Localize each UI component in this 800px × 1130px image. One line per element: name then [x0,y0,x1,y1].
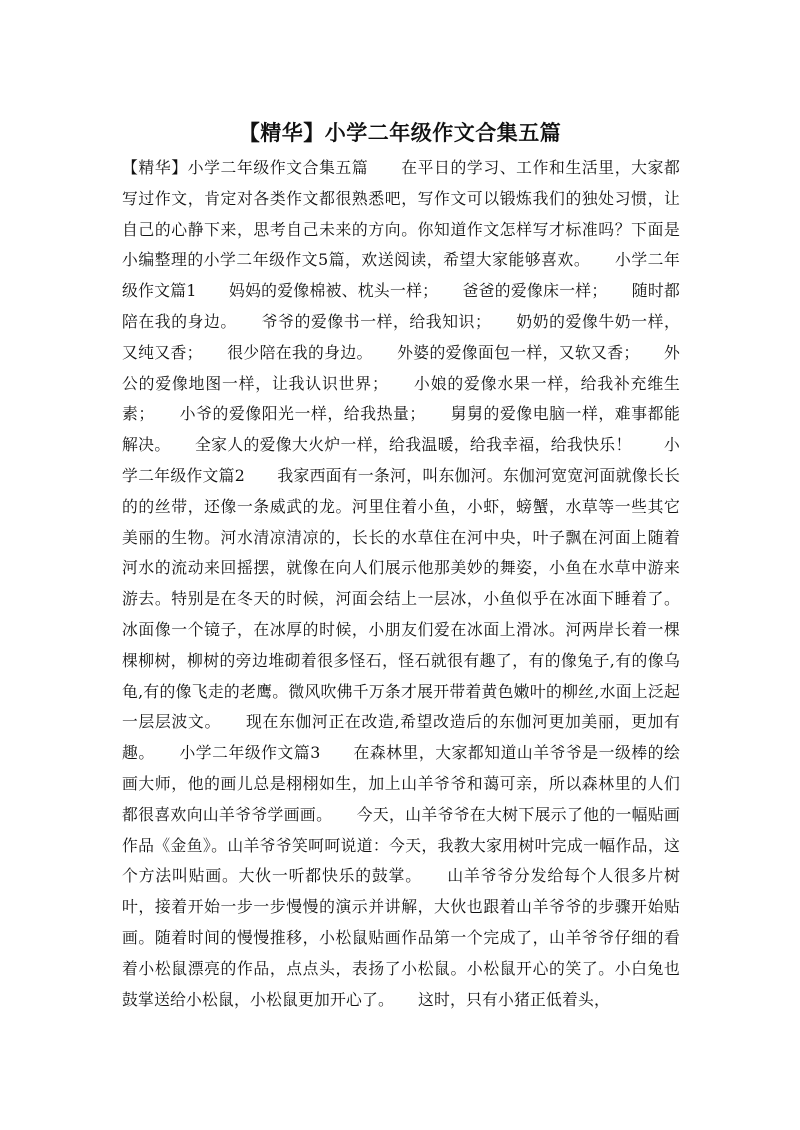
document-title: 【精华】小学二年级作文合集五篇 [238,120,562,145]
document-body-text: 【精华】小学二年级作文合集五篇 在平日的学习、工作和生活里，大家都写过作文，肯定对各类作文都很熟悉吧，写作文可以锻炼我们的独处习惯，让自己的心静下来，思考自己未来的方向。你知道作文怎样写才标准吗？下面是小编整理的小学二年级作文5篇，欢送阅读，希望大家能够喜欢。 小学二年级作文篇1 妈妈的爱像棉被、枕头一样； 爸爸的爱像床一样； 随时都陪在我的身边。 爷爷的爱像书一样，给我知识； 奶奶的爱像牛奶一样，又纯又香； 很少陪在我的身边。 外婆的爱像面包一样，又软又香； 外公的爱像地图一样，让我认识世界； 小娘的爱像水果一样，给我补充维生素； 小爷的爱像阳光一样，给我热量； 舅舅的爱像电脑一样，难事都能解决。 全家人的爱像大火炉一样，给我温暖，给我幸福，给我快乐！ 小学二年级作文篇2 我家西面有一条河，叫东伽河。东伽河宽宽河面就像长长的的丝带，还像一条威武的龙。河里住着小鱼，小虾，螃蟹，水草等一些其它美丽的生物。河水清凉清凉的，长长的水草住在河中央，叶子飘在河面上随着河水的流动来回摇摆，就像在向人们展示他那美妙的舞姿，小鱼在水草中游来游去。特别是在冬天的时候，河面会结上一层冰，小鱼似乎在冰面下睡着了。冰面像一个镜子，在冰厚的时候，小朋友们爱在冰面上滑冰。河两岸长着一棵棵柳树，柳树的旁边堆砌着很多怪石，怪石就很有趣了，有的像兔子,有的像乌龟,有的像飞走的老鹰。微风吹佛千万条才展开带着黄色嫩叶的柳丝,水面上泛起一层层波文。 现在东伽河正在改造,希望改造后的东伽河更加美丽，更加有趣。 小学二年级作文篇3 在森林里，大家都知道山羊爷爷是一级棒的绘画大师，他的画儿总是栩栩如生，加上山羊爷爷和蔼可亲，所以森林里的人们都很喜欢向山羊爷爷学画画。 今天，山羊爷爷在大树下展示了他的一幅贴画作品《金鱼》。山羊爷爷笑呵呵说道：今天，我教大家用树叶完成一幅作品，这个方法叫贴画。大伙一听都快乐的鼓掌。 山羊爷爷分发给每个人很多片树叶，接着开始一步一步慢慢的演示并讲解，大伙也跟着山羊爷爷的步骤开始贴画。随着时间的慢慢推移，小松鼠贴画作品第一个完成了，山羊爷爷仔细的看着小松鼠漂亮的作品，点点头，表扬了小松鼠。小松鼠开心的笑了。小白兔也鼓掌送给小松鼠，小松鼠更加开心了。 这时，只有小猪正低着头， [122,158,680,1009]
